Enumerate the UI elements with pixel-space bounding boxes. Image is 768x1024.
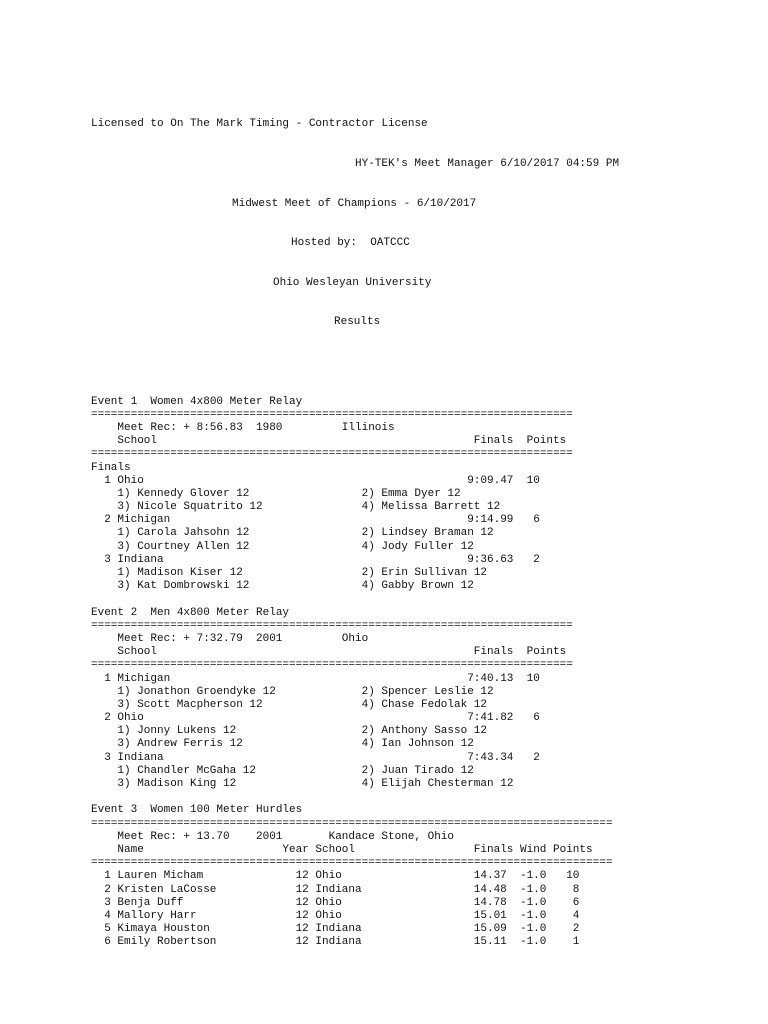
results-title: Results <box>334 316 381 329</box>
results-line <box>91 316 619 329</box>
athlete-time: 15.09 <box>473 923 507 936</box>
athlete-place: 1 <box>104 870 111 883</box>
record-mark: + 8:56.83 <box>183 421 243 434</box>
athlete-wind: -1.0 <box>519 909 547 922</box>
relay-leg: 3) Madison King 12 <box>117 778 237 790</box>
athlete-wind: -1.0 <box>519 936 547 949</box>
separator-rule: ========================================================================= <box>91 659 573 672</box>
venue-name: Ohio Wesleyan University <box>273 276 432 289</box>
team-time: 7:43.34 <box>467 751 514 764</box>
team-place: 3 <box>104 751 111 764</box>
team-row <box>91 752 619 765</box>
athlete-year: 12 <box>295 936 309 949</box>
team-school: Indiana <box>117 553 164 566</box>
athlete-name: Emily Robertson <box>117 936 217 949</box>
relay-legs-row <box>91 488 619 501</box>
team-points: 10 <box>526 672 540 685</box>
col-finals: Finals <box>473 843 514 856</box>
relay-leg: 3) Andrew Ferris 12 <box>117 738 243 751</box>
record-mark: + 13.70 <box>183 830 230 843</box>
athlete-year: 12 <box>295 909 309 922</box>
relay-legs-row <box>91 541 619 554</box>
col-points: Points <box>553 843 593 856</box>
relay-leg: 2) Erin Sullivan 12 <box>361 567 488 579</box>
team-time: 9:14.99 <box>467 514 514 527</box>
relay-legs-row <box>91 778 619 791</box>
relay-legs-row <box>91 699 619 712</box>
relay-leg: 4) Jody Fuller 12 <box>361 540 474 553</box>
column-header-row <box>91 844 619 857</box>
athlete-wind: -1.0 <box>519 896 547 909</box>
results-sheet <box>91 92 619 963</box>
relay-leg: 4) Ian Johnson 12 <box>361 738 474 751</box>
team-row <box>91 475 619 488</box>
team-time: 9:36.63 <box>467 553 514 566</box>
relay-legs-row <box>91 501 619 514</box>
relay-leg: 2) Anthony Sasso 12 <box>361 725 488 738</box>
athlete-time: 14.78 <box>473 896 507 909</box>
record-label: Meet Rec: <box>117 632 177 645</box>
record-year: 2001 <box>256 830 283 843</box>
athlete-place: 3 <box>104 896 111 909</box>
team-time: 7:41.82 <box>467 712 514 725</box>
athlete-year: 12 <box>295 896 309 909</box>
athlete-wind: -1.0 <box>519 923 547 936</box>
hosted-by: Hosted by: OATCCC <box>291 237 410 250</box>
meet-line <box>91 198 619 211</box>
relay-legs-row <box>91 725 619 738</box>
column-header-row <box>91 646 619 659</box>
athlete-name: Mallory Harr <box>117 909 197 922</box>
relay-leg: 1) Jonny Lukens 12 <box>117 725 237 738</box>
record-mark: + 7:32.79 <box>183 632 243 645</box>
event-title <box>91 607 619 620</box>
athlete-year: 12 <box>295 883 309 896</box>
team-points: 2 <box>533 553 540 566</box>
relay-legs-row <box>91 527 619 540</box>
athlete-points: 8 <box>572 883 580 896</box>
events-container <box>91 396 619 950</box>
team-time: 9:09.47 <box>467 474 514 487</box>
blank-line <box>91 593 619 606</box>
athlete-time: 14.37 <box>473 870 507 883</box>
team-school: Ohio <box>117 474 144 487</box>
team-school: Ohio <box>117 712 144 725</box>
relay-leg: 3) Kat Dombrowski 12 <box>117 580 250 593</box>
relay-leg: 3) Scott Macpherson 12 <box>117 698 263 711</box>
team-row <box>91 712 619 725</box>
relay-leg: 4) Chase Fedolak 12 <box>361 698 488 711</box>
blank-line <box>91 791 619 804</box>
event-title <box>91 396 619 409</box>
record-year: 2001 <box>256 632 283 645</box>
athlete-time: 15.01 <box>473 909 507 922</box>
relay-leg: 1) Madison Kiser 12 <box>117 567 243 579</box>
record-holder: Ohio <box>341 632 369 645</box>
athlete-school: Ohio <box>315 909 342 922</box>
relay-legs-row <box>91 580 619 593</box>
team-place: 2 <box>104 514 111 527</box>
relay-leg: 1) Jonathon Groendyke 12 <box>117 685 276 698</box>
record-year: 1980 <box>256 421 283 434</box>
relay-leg: 1) Kennedy Glover 12 <box>117 487 250 500</box>
separator-rule: ========================================================================= <box>91 448 573 461</box>
team-time: 7:40.13 <box>467 672 514 685</box>
relay-leg: 3) Courtney Allen 12 <box>117 540 250 553</box>
license-line <box>91 118 619 131</box>
team-points: 2 <box>533 751 540 764</box>
software-line <box>91 158 619 171</box>
athlete-row <box>91 910 619 923</box>
athlete-time: 15.11 <box>473 936 507 949</box>
meet-record-row <box>91 831 619 844</box>
separator-rule: ========================================================================= <box>91 619 573 632</box>
athlete-wind: -1.0 <box>519 883 547 896</box>
column-header-row <box>91 435 619 448</box>
relay-leg: 4) Gabby Brown 12 <box>361 580 474 593</box>
athlete-points: 2 <box>572 923 580 936</box>
relay-leg: 3) Nicole Squatrito 12 <box>117 501 263 514</box>
athlete-row <box>91 870 619 883</box>
team-row <box>91 554 619 567</box>
relay-leg: 4) Melissa Barrett 12 <box>361 501 501 514</box>
relay-leg: 2) Lindsey Braman 12 <box>361 527 494 540</box>
event-title-text: Event 1 Women 4x800 Meter Relay <box>91 395 303 408</box>
athlete-row <box>91 897 619 910</box>
event-title-text: Event 3 Women 100 Meter Hurdles <box>91 804 303 817</box>
relay-leg: 1) Chandler McGaha 12 <box>117 764 257 777</box>
athlete-school: Ohio <box>315 870 342 883</box>
athlete-row <box>91 884 619 897</box>
meet-record-row <box>91 422 619 435</box>
separator-rule: =============================================================================== <box>91 857 613 870</box>
team-points: 10 <box>526 474 540 487</box>
athlete-name: Kimaya Houston <box>117 923 210 936</box>
venue-line <box>91 277 619 290</box>
athlete-place: 5 <box>104 923 111 936</box>
separator-rule: =============================================================================== <box>91 817 613 830</box>
athlete-school: Indiana <box>315 923 362 936</box>
team-school: Michigan <box>117 672 171 685</box>
relay-legs-row <box>91 567 619 580</box>
athlete-points: 10 <box>566 870 580 883</box>
relay-leg: 2) Juan Tirado 12 <box>361 764 474 777</box>
team-place: 2 <box>104 712 111 725</box>
athlete-time: 14.48 <box>473 883 507 896</box>
team-school: Indiana <box>117 751 164 764</box>
athlete-place: 6 <box>104 936 111 949</box>
record-label: Meet Rec: <box>117 421 177 434</box>
team-place: 3 <box>104 553 111 566</box>
software-text: HY-TEK's Meet Manager 6/10/2017 04:59 PM <box>355 158 620 170</box>
col-points: Points <box>526 435 567 448</box>
license-text: Licensed to On The Mark Timing - Contractor License <box>91 118 428 131</box>
hosted-line <box>91 237 619 250</box>
team-row <box>91 514 619 527</box>
col-finals: Finals <box>473 646 514 659</box>
col-school: School <box>117 646 157 659</box>
relay-leg: 4) Elijah Chesterman 12 <box>361 778 514 790</box>
team-place: 1 <box>104 672 111 685</box>
col-finals: Finals <box>473 435 514 448</box>
col-school: School <box>315 843 355 856</box>
relay-legs-row <box>91 686 619 699</box>
relay-leg: 1) Carola Jahsohn 12 <box>117 527 250 540</box>
record-label: Meet Rec: <box>117 830 177 843</box>
athlete-school: Indiana <box>315 883 362 896</box>
athlete-place: 4 <box>104 909 111 922</box>
athlete-points: 6 <box>572 896 580 909</box>
separator-rule: ========================================================================= <box>91 408 573 421</box>
relay-legs-row <box>91 738 619 751</box>
athlete-school: Indiana <box>315 936 362 949</box>
meet-name: Midwest Meet of Champions - 6/10/2017 <box>232 197 477 210</box>
athlete-wind: -1.0 <box>519 870 547 883</box>
relay-leg: 2) Emma Dyer 12 <box>361 487 461 500</box>
section-label-text: Finals <box>91 461 131 474</box>
record-holder: Illinois <box>341 421 395 434</box>
event-title-text: Event 2 Men 4x800 Meter Relay <box>91 606 290 619</box>
athlete-school: Ohio <box>315 896 342 909</box>
team-place: 1 <box>104 474 111 487</box>
athlete-row <box>91 923 619 936</box>
team-points: 6 <box>533 712 540 725</box>
relay-legs-row <box>91 765 619 778</box>
athlete-year: 12 <box>295 923 309 936</box>
relay-leg: 2) Spencer Leslie 12 <box>361 685 494 698</box>
col-wind: Wind <box>520 843 547 856</box>
athlete-row <box>91 936 619 949</box>
col-school: School <box>117 435 157 448</box>
section-label <box>91 462 619 475</box>
meet-record-row <box>91 633 619 646</box>
athlete-points: 4 <box>572 909 580 922</box>
athlete-place: 2 <box>104 883 111 896</box>
blank-line <box>91 356 619 369</box>
team-school: Michigan <box>117 514 171 527</box>
team-row <box>91 673 619 686</box>
athlete-year: 12 <box>295 870 309 883</box>
event-title <box>91 804 619 817</box>
athlete-points: 1 <box>572 936 580 949</box>
athlete-name: Kristen LaCosse <box>117 883 217 896</box>
col-year: Year <box>282 843 309 856</box>
record-holder: Kandace Stone, Ohio <box>328 830 455 843</box>
athlete-name: Lauren Micham <box>117 870 204 883</box>
athlete-name: Benja Duff <box>117 896 184 909</box>
team-points: 6 <box>533 514 540 527</box>
col-points: Points <box>526 646 567 659</box>
col-name: Name <box>117 843 144 856</box>
